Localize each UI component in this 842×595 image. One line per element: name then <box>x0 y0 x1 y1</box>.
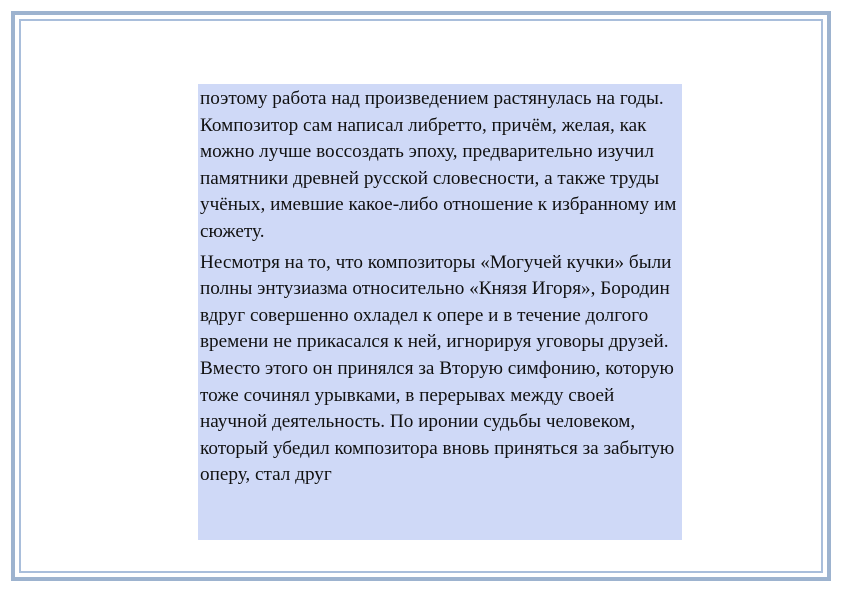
paragraph-2: Несмотря на то, что композиторы «Могучей кучки» были полны энтузиазма относительно «Князя Игоря», Бородин вдруг совершенно охладел к опере и в течение долгого времени не прикасался к ней, игнорируя уговоры друзей. Вместо этого он принялся за Вторую симфонию, которую тоже сочинял урывками, в перерывах между своей научной деятельность. По иронии судьбы человеком, который убедил композитора вновь приняться за забытую оперу, стал друг <box>200 251 675 486</box>
paragraph-1: поэтому работа над произведением растянулась на годы. Композитор сам написал либретто, причём, желая, как можно лучше воссоздать эпоху, предварительно изучил памятники древней русской словесности, а также труды учёных, имевшие какое-либо отношение к избранному им сюжету. <box>200 88 677 242</box>
text-box <box>198 84 682 540</box>
